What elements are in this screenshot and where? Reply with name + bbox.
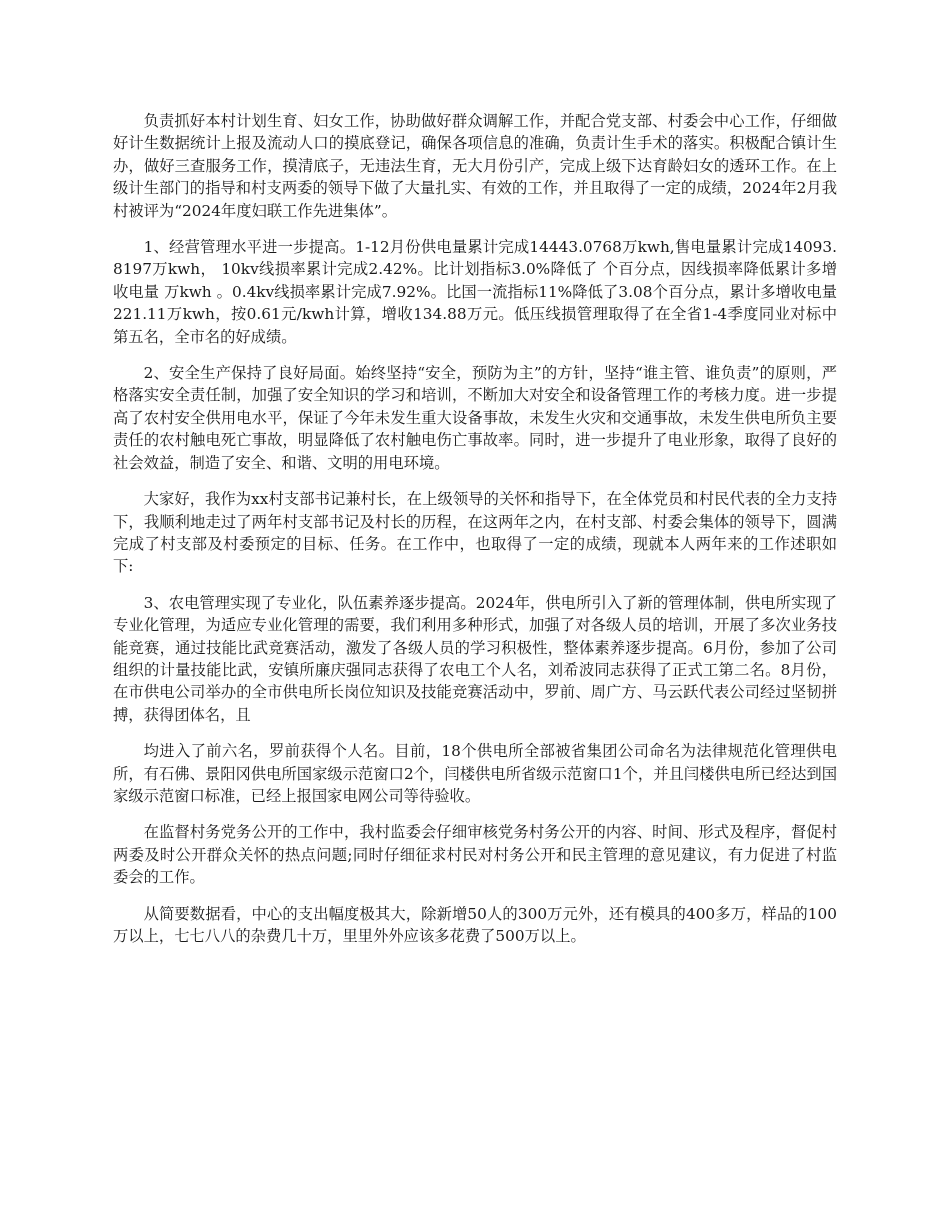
paragraph: 均进入了前六名，罗前获得个人名。目前，18个供电所全部被省集团公司命名为法律规范化管理供电所，有石佛、景阳冈供电所国家级示范窗口2个，闫楼供电所省级示范窗口1个，并且闫楼供电所已经达到国家级示范窗口标准，已经上报国家电网公司等待验收。: [113, 742, 837, 805]
paragraph: 1、经营管理水平进一步提高。1-12月份供电量累计完成14443.0768万kwh,售电量累计完成14093.8197万kwh， 10kv线损率累计完成2.42%。比计划指标3.0%降低了 个百分点，因线损率降低累计多增收电量 万kwh 。0.4kv线损率累计完成7.92%。比国一流指标11%降低了3.08个百分点，累计多增收电量221.11万kwh，按0.61元/kwh计算，增收134.88万元。低压线损管理取得了在全省1-4季度同业对标中第五名，全市名的好成绩。: [113, 238, 837, 346]
paragraph: 3、农电管理实现了专业化，队伍素养逐步提高。2024年，供电所引入了新的管理体制，供电所实现了专业化管理，为适应专业化管理的需要，我们利用多种形式，加强了对各级人员的培训，开展了多次业务技能竞赛，通过技能比武竞赛活动，激发了各级人员的学习积极性，整体素养逐步提高。6月份，参加了公司组织的计量技能比武，安镇所廉庆强同志获得了农电工个人名，刘希波同志获得了正式工第二名。8月份，在市供电公司举办的全市供电所长岗位知识及技能竞赛活动中，罗前、周广方、马云跃代表公司经过坚韧拼搏，获得团体名，且: [113, 593, 837, 724]
paragraph: 在监督村务党务公开的工作中，我村监委会仔细审核党务村务公开的内容、时间、形式及程序，督促村两委及时公开群众关怀的热点问题;同时仔细征求村民对村务公开和民主管理的意见建议，有力促进了村监委会的工作。: [113, 823, 837, 887]
paragraph: 2、安全生产保持了良好局面。始终坚持“安全，预防为主”的方针，坚持“谁主管、谁负责”的原则，严格落实安全责任制，加强了安全知识的学习和培训，不断加大对安全和设备管理工作的考核力度。进一步提高了农村安全供用电水平，保证了今年未发生重大设备事故，未发生火灾和交通事故，未发生供电所负主要责任的农村触电死亡事故，明显降低了农村触电伤亡事故率。同时，进一步提升了电业形象，取得了良好的社会效益，制造了安全、和谐、文明的用电环境。: [113, 364, 837, 472]
paragraph: 从简要数据看，中心的支出幅度极其大，除新增50人的300万元外，还有模具的400多万，样品的100万以上，七七八八的杂费几十万，里里外外应该多花费了500万以上。: [113, 904, 837, 945]
document-body: [113, 110, 837, 961]
paragraph: 负责抓好本村计划生育、妇女工作，协助做好群众调解工作，并配合党支部、村委会中心工作，仔细做好计生数据统计上报及流动人口的摸底登记，确保各项信息的准确，负责计生手术的落实。积极配合镇计生办，做好三查服务工作，摸清底子，无违法生育，无大月份引产，完成上级下达育龄妇女的透环工作。在上级计生部门的指导和村支两委的领导下做了大量扎实、有效的工作，并且取得了一定的成绩，2024年2月我村被评为“2024年度妇联工作先进集体”。: [113, 112, 837, 220]
paragraph: 大家好，我作为xx村支部书记兼村长，在上级领导的关怀和指导下，在全体党员和村民代表的全力支持下，我顺利地走过了两年村支部书记及村长的历程，在这两年之内，在村支部、村委会集体的领导下，圆满完成了村支部及村委预定的目标、任务。在工作中，也取得了一定的成绩，现就本人两年来的工作述职如下:: [113, 490, 837, 576]
